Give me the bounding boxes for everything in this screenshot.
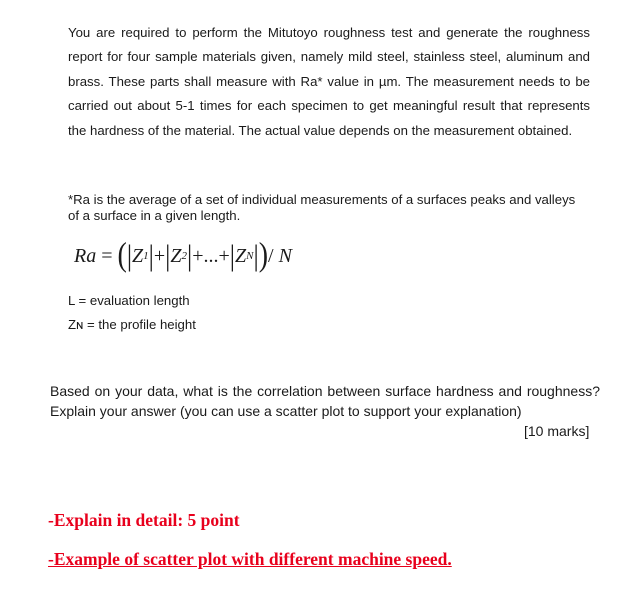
formula-sub-n: N bbox=[246, 250, 254, 262]
formula-z1: Z bbox=[132, 244, 144, 267]
formula-n: N bbox=[278, 244, 292, 267]
formula-z2: Z bbox=[170, 244, 182, 267]
formula-open-paren: ( bbox=[117, 236, 127, 274]
ra-definition-note: *Ra is the average of a set of individual measurements of a surfaces peaks and valleys of a surface in a given length. bbox=[68, 192, 576, 223]
question-marks: [10 marks] bbox=[524, 423, 590, 439]
formula-zn: Z bbox=[235, 244, 247, 267]
formula-close-paren: ) bbox=[258, 236, 269, 274]
formula-sub-2: 2 bbox=[181, 250, 188, 262]
formula-divide: / bbox=[268, 244, 279, 267]
ra-formula: Ra = ( | Z 1 | + | Z 2 | + ... + | Z N | ) / N bbox=[74, 236, 292, 274]
instructions-paragraph: You are required to perform the Mitutoyo roughness test and generate the roughness report for four sample materials given, namely mild steel, stainless steel, aluminum and brass. These parts shall measure with Ra* value in µm. The measurement needs to be carried out about 5-1 times for each specimen to get meaningful result that represents the hardness of the material. The actual value depends on the measurement obtained. bbox=[68, 25, 590, 138]
formula-plus-3: + bbox=[218, 244, 230, 267]
formula-plus-1: + bbox=[153, 244, 166, 267]
note-scatter-example: -Example of scatter plot with different machine speed. bbox=[48, 549, 452, 569]
formula-equals: = bbox=[96, 244, 118, 267]
definition-zn: Zɴ = the profile height bbox=[68, 317, 196, 332]
note-explain: -Explain in detail: 5 point bbox=[48, 510, 240, 530]
question-text: Based on your data, what is the correlation between surface hardness and roughness? Explain your answer (you can use a scatter plot to support your explanation) bbox=[50, 383, 600, 419]
definition-l: L = evaluation length bbox=[68, 293, 190, 308]
formula-plus-2: + bbox=[192, 244, 204, 267]
formula-dots: ... bbox=[203, 244, 219, 267]
formula-lhs: Ra bbox=[74, 244, 97, 267]
formula-sub-1: 1 bbox=[143, 250, 149, 262]
